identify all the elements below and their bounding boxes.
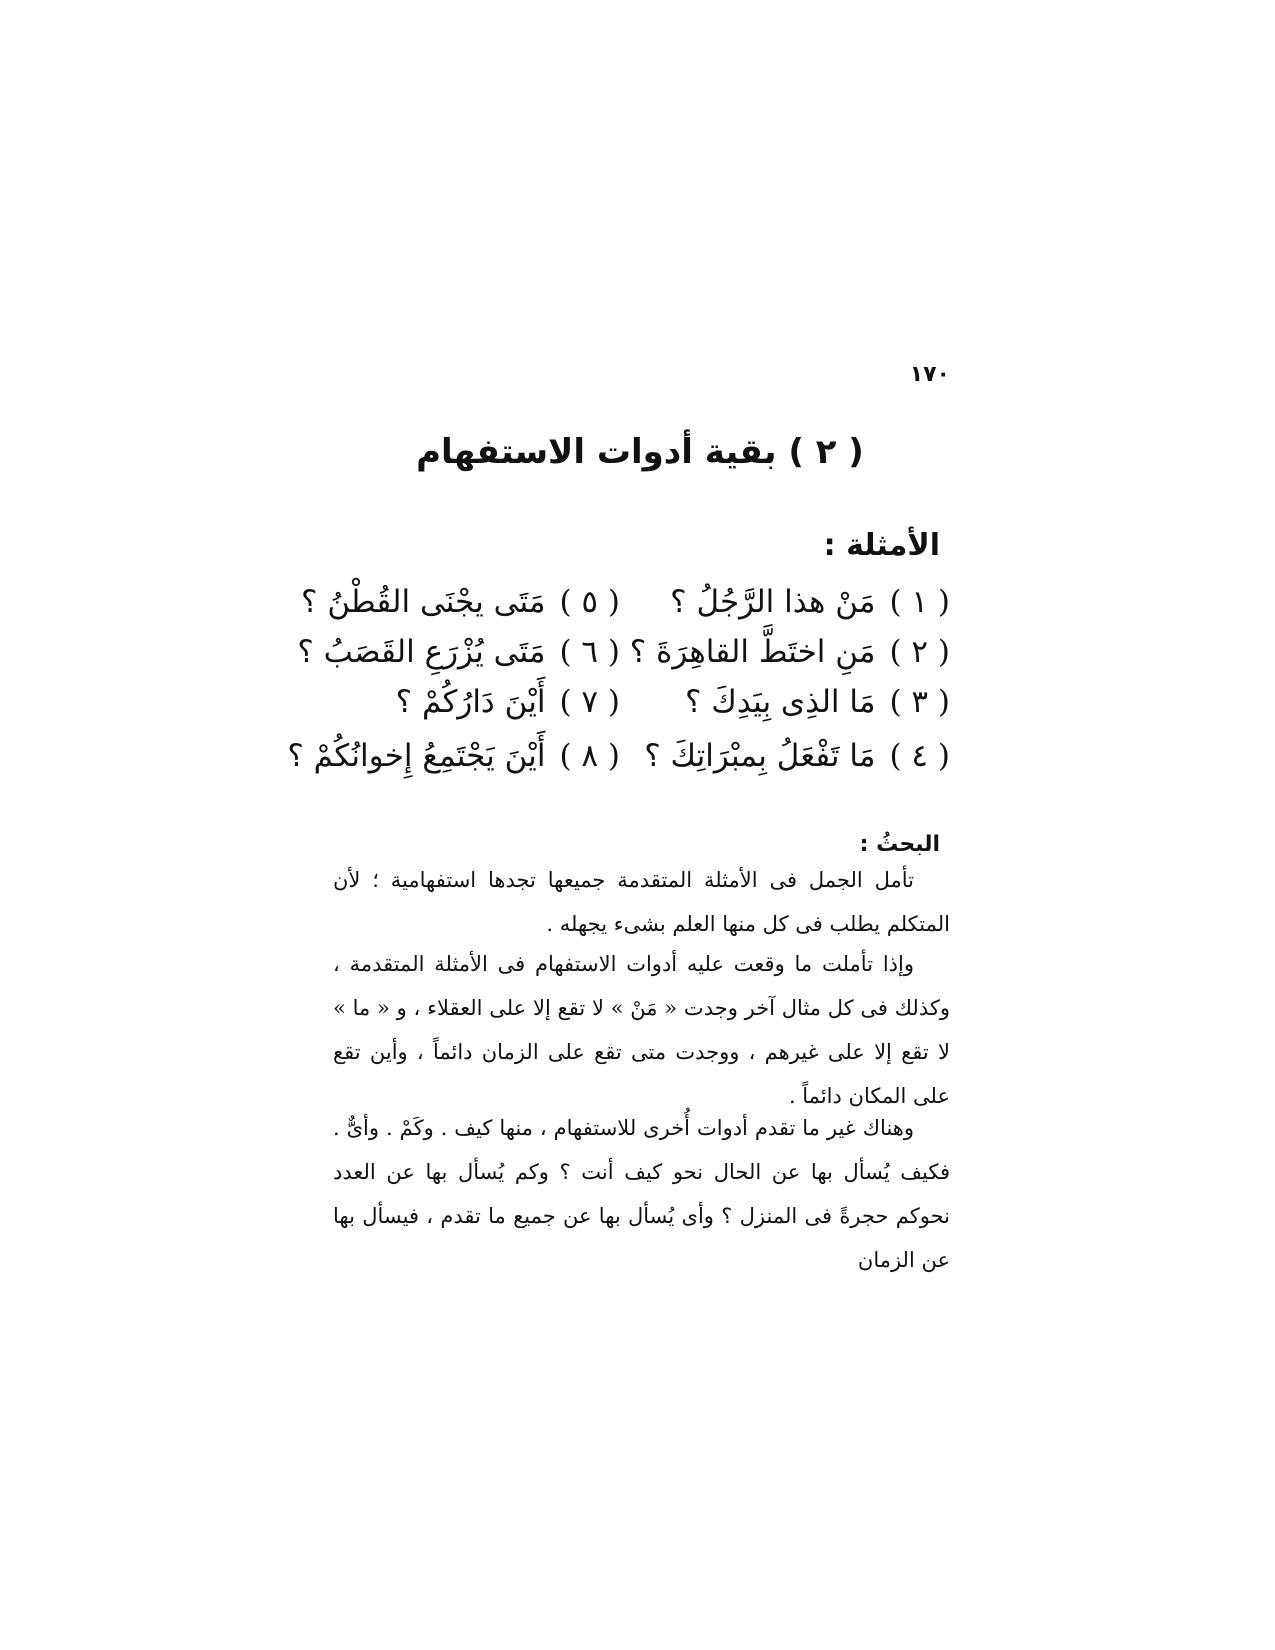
body-paragraph: تأمل الجمل فى الأمثلة المتقدمة جميعها تجدها استفهامية ؛ لأن المتكلم يطلب فى كل منها العلم بشىء يجهله .	[333, 868, 950, 936]
example-number: ( ٦ )	[559, 634, 620, 670]
example-text: مَتَى يجْنَى القُطْنُ ؟	[301, 584, 546, 620]
example-number: ( ١ )	[889, 584, 950, 620]
example-item	[685, 684, 950, 720]
example-text: أَيْنَ يَجْتَمِعُ إِخوانُكُمْ ؟	[287, 738, 546, 774]
example-text: مَنْ هذا الرَّجُلُ ؟	[670, 584, 876, 620]
body-paragraph: وهناك غير ما تقدم أدوات أُخرى للاستفهام ، منها كيف . وكَمْ . وأىٌّ . فكيف يُسأل بها عن الحال نحو كيف أنت ؟ وكم يُسأل بها عن العدد نحوكم حجرةً فى المنزل ؟ وأى يُسأل بها عن جميع ما تقدم ، فيسأل بها عن الزمان	[333, 1116, 950, 1272]
example-number: ( ٧ )	[559, 684, 620, 720]
example-item	[630, 634, 950, 670]
example-number: ( ٣ )	[889, 684, 950, 720]
example-text: مَا الذِى بِيَدِكَ ؟	[684, 684, 876, 720]
body-paragraph: وإذا تأملت ما وقعت عليه أدوات الاستفهام فى الأمثلة المتقدمة ، وكذلك فى كل مثال آخر وجدت « مَنْ » لا تقع إلا على العقلاء ، و « ما » لا تقع إلا على غيرهم ، ووجدت متى تقع على الزمان دائماً ، وأين تقع على المكان دائماً .	[333, 952, 950, 1108]
example-item	[301, 584, 620, 620]
examples-heading: الأمثلة :	[823, 528, 940, 563]
example-number: ( ٢ )	[889, 634, 950, 670]
example-item	[287, 738, 620, 774]
example-item	[297, 634, 620, 670]
example-number: ( ٨ )	[559, 738, 620, 774]
example-item	[396, 684, 620, 720]
discussion-heading: البحثُ :	[859, 832, 940, 857]
example-text: مَا تَفْعَلُ بِمبْرَاتِكَ ؟	[644, 738, 876, 774]
example-item	[670, 584, 950, 620]
example-text: مَتَى يُزْرَعِ القَصَبُ ؟	[297, 634, 546, 670]
example-number: ( ٥ )	[559, 584, 620, 620]
example-text: مَنِ اختَطَّ القاهِرَةَ ؟	[629, 634, 876, 670]
example-number: ( ٤ )	[889, 738, 950, 774]
example-item	[644, 738, 950, 774]
page-title: ( ٢ ) بقية أدوات الاستفهام	[416, 432, 864, 472]
page-number: ١٧٠	[909, 362, 950, 387]
example-text: أَيْنَ دَارُكُمْ ؟	[395, 684, 546, 720]
